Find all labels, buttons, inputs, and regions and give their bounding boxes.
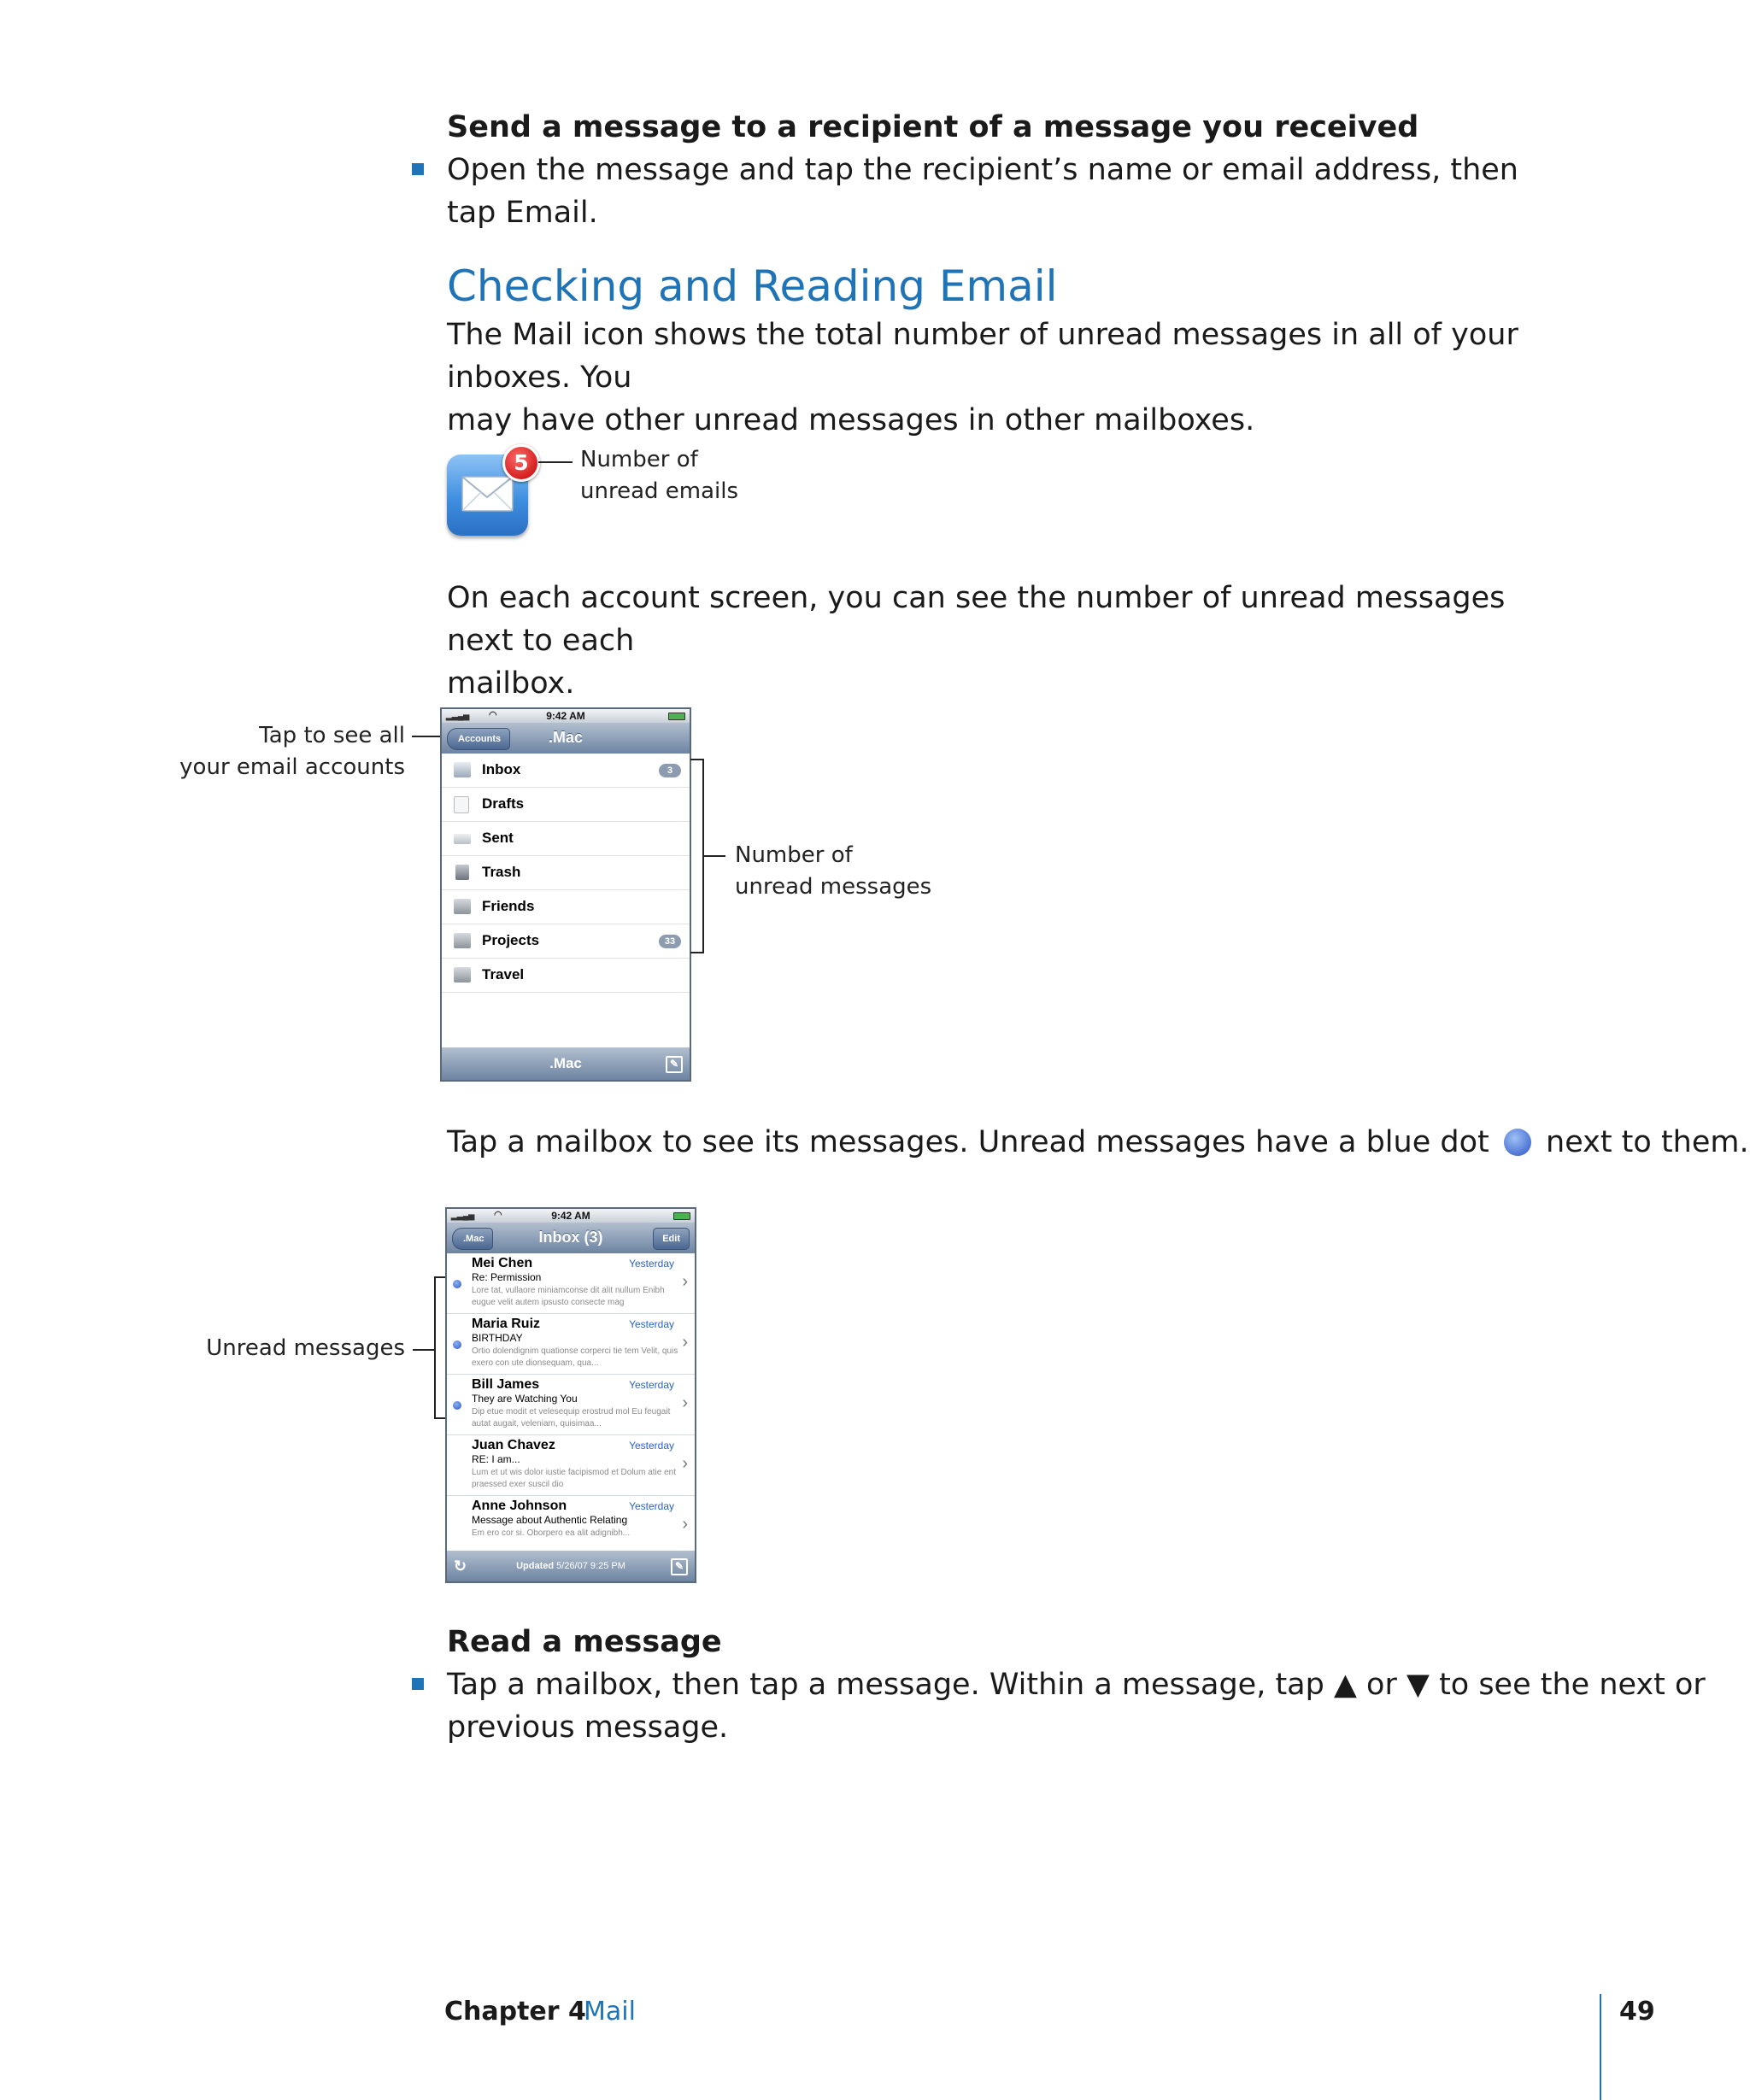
mailbox-row-sent[interactable] [442,822,690,856]
inbox-screen [445,1207,696,1583]
message-preview: Lore tat, vullaore miniamconse dit alit nullum Enibh eugue velit autem ipsusto consecte mag [472,1286,665,1307]
message-date: Yesterday [629,1379,674,1391]
signal-icon: ▂▃▄▅ [446,712,470,720]
mailbox-label: Inbox [482,761,521,777]
unread-dot-icon [453,1280,461,1288]
mailbox-row-drafts[interactable] [442,788,690,822]
callout-line-text: your email accounts [179,754,405,780]
status-bar [447,1209,695,1223]
message-row[interactable] [447,1314,695,1375]
bottom-toolbar [447,1551,695,1581]
bracket-line [690,759,704,760]
navigation-bar [447,1223,695,1253]
bracket-line [434,1417,445,1419]
mailbox-label: Projects [482,932,540,948]
message-subject: BIRTHDAY [472,1332,523,1344]
message-preview: Ortio dolendignim quationse corperci tie tem Velit, quis exero con ute dionsequam, qua... [472,1346,678,1368]
unread-messages-callout: Unread messages [206,1335,405,1361]
chevron-right-icon: › [682,1515,688,1534]
message-subject: Message about Authentic Relating [472,1514,628,1526]
message-subject: They are Watching You [472,1393,578,1405]
bracket-line [434,1276,436,1419]
footer-divider [1600,1994,1601,2100]
message-date: Yesterday [629,1440,674,1452]
message-subject: RE: I am... [472,1453,520,1465]
send-message-instruction: Open the message and tap the recipient’s name or email address, then tap Email. [447,153,1518,230]
mailbox-label: Friends [482,898,535,914]
paragraph-line: mailbox. [447,666,575,701]
message-preview: Lum et ut wis dolor iustie facipismod et Dolum atie ent praessed exer suscil dio [472,1468,676,1489]
status-bar [442,709,690,723]
instruction-line: previous message. [447,1710,729,1745]
status-time: 9:42 AM [551,1210,590,1222]
read-message-instruction [447,1663,1706,1749]
folder-icon [454,933,471,948]
paragraph-line: may have other unread messages in other mailboxes. [447,403,1255,437]
unread-dot-icon [453,1401,461,1410]
mailbox-row-trash[interactable] [442,856,690,890]
refresh-icon[interactable]: ↻ [454,1557,467,1575]
callout-line-text: Tap to see all [259,723,405,748]
callout-line-text: Number of [580,447,698,472]
instruction-text: to see the next or [1439,1668,1706,1702]
paragraph-text: next to them. [1546,1125,1749,1159]
accounts-back-button[interactable]: Accounts [447,728,510,750]
chevron-right-icon: › [682,1454,688,1473]
callout-line [413,1349,434,1351]
message-date: Yesterday [629,1318,674,1330]
instruction-text: or [1366,1668,1397,1702]
accounts-callout [154,720,405,783]
chevron-right-icon: › [682,1272,688,1291]
message-date: Yesterday [629,1500,674,1512]
message-row[interactable] [447,1435,695,1496]
mailbox-row-travel[interactable] [442,959,690,993]
down-arrow-icon: ▼ [1406,1668,1430,1702]
message-row[interactable] [447,1496,695,1556]
message-sender: Bill James [472,1377,540,1392]
unread-dot-icon [453,1340,461,1349]
message-list [447,1253,695,1556]
updated-value: 5/26/07 9:25 PM [556,1561,625,1571]
footer-chapter-name[interactable]: Mail [584,1997,636,2027]
nav-title: .Mac [548,729,584,746]
status-time: 9:42 AM [546,710,585,722]
compose-icon[interactable]: ✎ [666,1056,683,1073]
bullet-marker [412,1678,424,1690]
folder-icon [454,899,471,914]
updated-label: Updated [516,1561,555,1571]
wifi-icon: ◠ [489,710,497,720]
send-message-heading: Send a message to a recipient of a message you received [447,110,1419,144]
compose-icon[interactable]: ✎ [671,1558,688,1575]
folder-icon [454,967,471,983]
message-sender: Juan Chavez [472,1438,555,1452]
inbox-icon [454,762,471,777]
instruction-text: Tap a mailbox, then tap a message. Within a message, tap [447,1668,1324,1702]
sent-icon [454,834,471,844]
mac-account-screen [440,707,691,1082]
mac-back-button[interactable]: .Mac [452,1228,493,1250]
instruction-line [447,1663,1706,1706]
mailbox-label: Travel [482,966,525,983]
wifi-icon: ◠ [494,1210,502,1220]
message-sender: Anne Johnson [472,1499,567,1513]
navigation-bar [442,723,690,754]
toolbar-title: .Mac [549,1055,582,1071]
blue-dot-paragraph [447,1121,1749,1164]
paragraph-line: The Mail icon shows the total number of unread messages in all of your inboxes. You [447,318,1518,395]
up-arrow-icon: ▲ [1333,1668,1357,1702]
unread-count: 33 [659,935,681,948]
message-preview: Dip etue modit et velesequip erostrud mol Eu feugait autat augait, veleniam, quisimaa... [472,1407,671,1428]
read-message-heading: Read a message [447,1625,722,1659]
message-row[interactable] [447,1253,695,1314]
message-subject: Re: Permission [472,1271,542,1283]
unread-count-badge: 5 [502,444,540,482]
mailbox-row-friends[interactable] [442,890,690,924]
callout-line-text: unread emails [580,478,739,504]
nav-title: Inbox (3) [538,1229,603,1246]
message-sender: Mei Chen [472,1256,533,1270]
mailbox-label: Sent [482,830,514,846]
mailbox-label: Trash [482,864,521,880]
mailbox-row-inbox[interactable] [442,754,690,788]
chevron-right-icon: › [682,1333,688,1352]
callout-line-text: unread messages [735,874,932,900]
mail-icon-paragraph [447,314,1575,442]
mailbox-label: Drafts [482,795,525,812]
mailbox-row-projects[interactable] [442,924,690,959]
battery-icon [668,713,685,720]
paragraph-text: Tap a mailbox to see its messages. Unread messages have a blue dot [447,1125,1489,1159]
bottom-toolbar [442,1047,690,1080]
callout-line [704,855,725,857]
signal-icon: ▂▃▄▅ [451,1211,475,1220]
section-title: Checking and Reading Email [447,261,1058,311]
edit-button[interactable]: Edit [653,1228,690,1250]
paragraph-line: On each account screen, you can see the number of unread messages next to each [447,581,1506,658]
message-preview: Em ero cor si. Oborpero ea alit adignibh... [472,1528,631,1538]
footer-chapter-label: Chapter 4 [444,1997,586,2027]
page-number: 49 [1619,1997,1655,2027]
unread-count: 3 [659,764,681,777]
mail-icon-callout [580,444,738,507]
bullet-marker [412,163,424,175]
callout-line [538,461,573,463]
account-screen-paragraph [447,577,1575,705]
drafts-icon [454,796,469,813]
bracket-line [434,1276,445,1278]
message-sender: Maria Ruiz [472,1317,541,1331]
bracket-line [690,952,704,953]
callout-line-text: Number of [735,842,853,868]
battery-icon [673,1212,690,1220]
trash-icon [455,865,469,880]
chevron-right-icon: › [682,1393,688,1412]
message-date: Yesterday [629,1258,674,1270]
message-row[interactable] [447,1375,695,1435]
blue-dot-icon [1504,1129,1531,1156]
mailbox-list [442,754,690,993]
unread-count-callout [735,840,931,903]
